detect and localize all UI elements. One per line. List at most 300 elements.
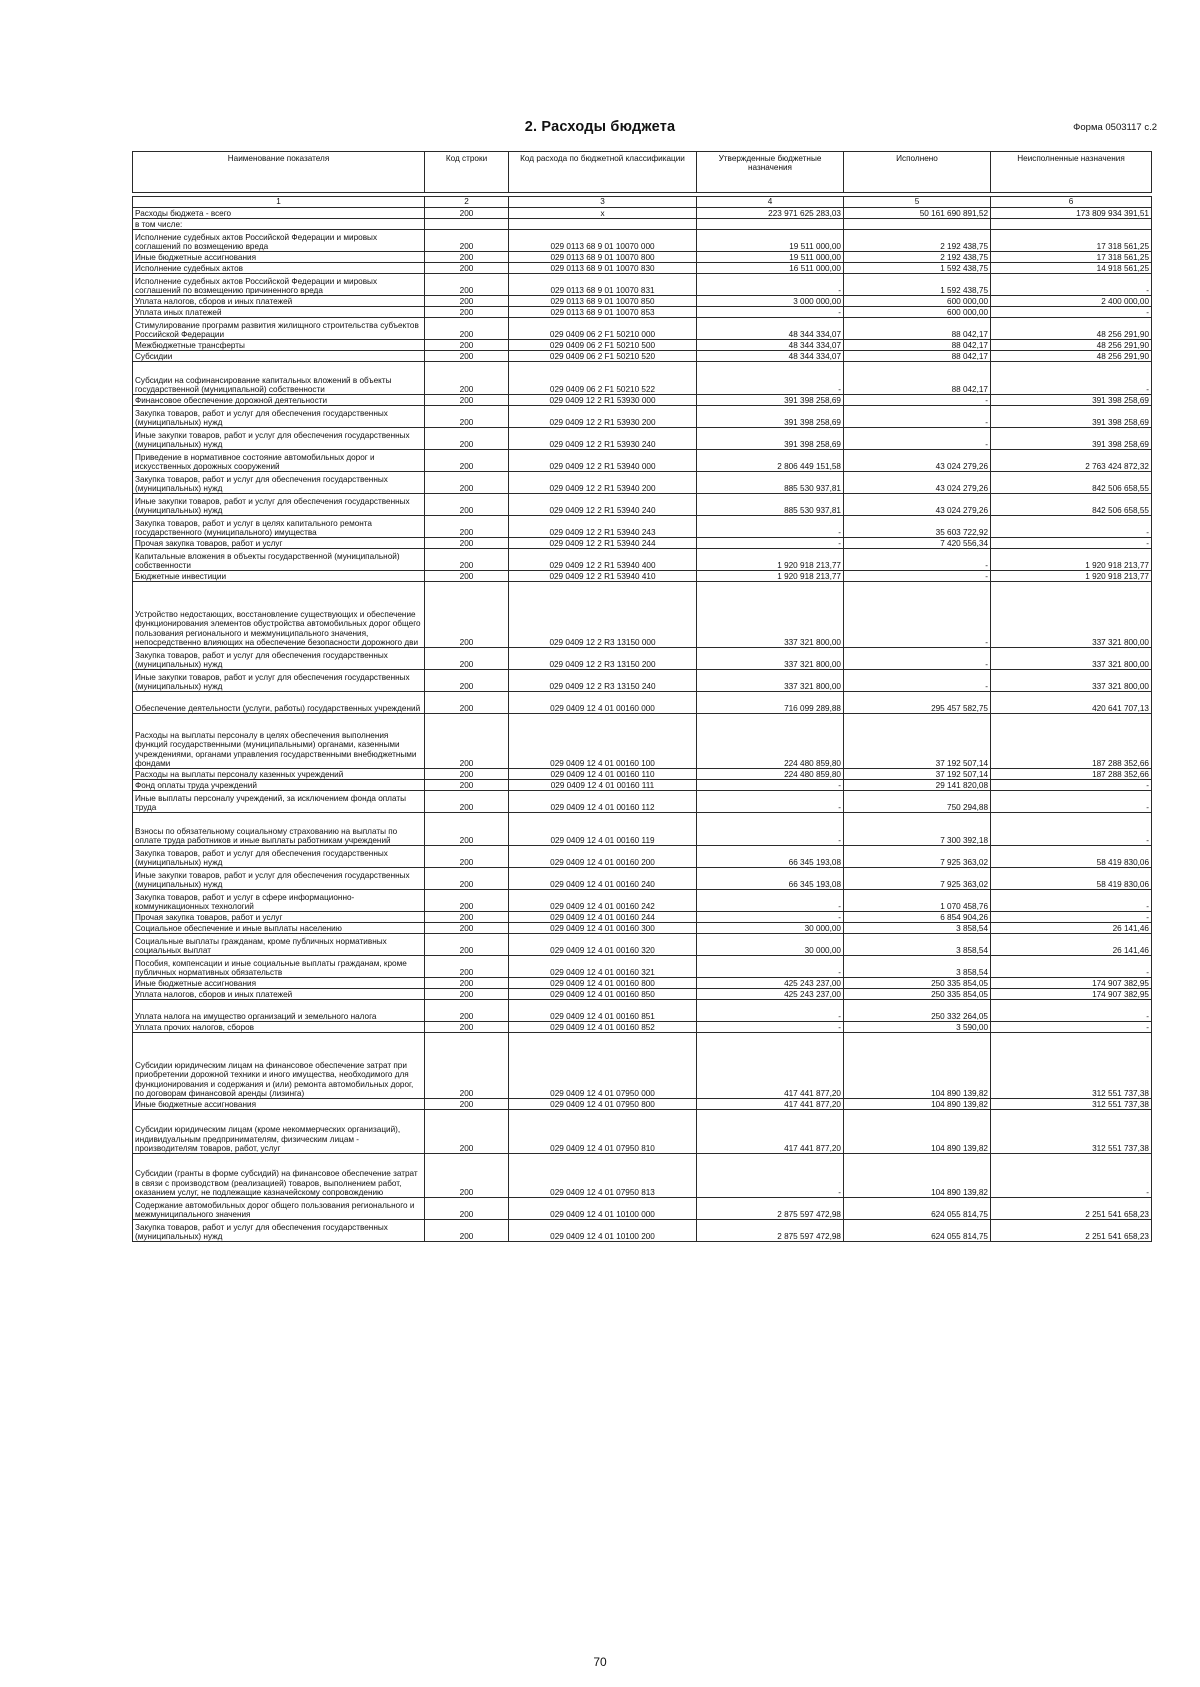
cell-executed: 7 925 363,02: [844, 868, 991, 890]
cell-line: 200: [425, 714, 509, 769]
cell-line: 200: [425, 340, 509, 351]
table-row: [133, 1198, 1152, 1220]
cell-approved: -: [697, 890, 844, 912]
cell-approved: 48 344 334,07: [697, 340, 844, 351]
cell-code: 029 0409 12 4 01 00160 119: [509, 813, 697, 846]
cell-line: 200: [425, 912, 509, 923]
cell-approved: -: [697, 1154, 844, 1198]
cell-executed: -: [844, 582, 991, 648]
cell-line: 200: [425, 648, 509, 670]
cell-unexecuted: -: [991, 516, 1152, 538]
cell-unexecuted: 26 141,46: [991, 923, 1152, 934]
cell-approved: 19 511 000,00: [697, 252, 844, 263]
table-row: [133, 362, 1152, 395]
cell-executed: 7 925 363,02: [844, 846, 991, 868]
cell-unexecuted: 312 551 737,38: [991, 1099, 1152, 1110]
cell-executed: 2 192 438,75: [844, 252, 991, 263]
table-row: [133, 1154, 1152, 1198]
cell-code: 029 0409 12 4 01 00160 242: [509, 890, 697, 912]
cell-unexecuted: 337 321 800,00: [991, 670, 1152, 692]
cell-code: 029 0409 12 2 R1 53930 240: [509, 428, 697, 450]
cell-code: 029 0409 12 2 R3 13150 000: [509, 582, 697, 648]
cell-unexecuted: 842 506 658,55: [991, 494, 1152, 516]
cell-approved: 224 480 859,80: [697, 769, 844, 780]
cell-line: 200: [425, 406, 509, 428]
table-row: [133, 868, 1152, 890]
cell-line: 200: [425, 934, 509, 956]
cell-executed: 35 603 722,92: [844, 516, 991, 538]
cell-executed: 37 192 507,14: [844, 714, 991, 769]
table-row: [133, 1033, 1152, 1099]
cell-unexecuted: 1 920 918 213,77: [991, 549, 1152, 571]
cell-approved: 417 441 877,20: [697, 1033, 844, 1099]
cell-line: 200: [425, 428, 509, 450]
cell-unexecuted: 174 907 382,95: [991, 989, 1152, 1000]
cell-executed: 1 592 438,75: [844, 274, 991, 296]
cell-name: Бюджетные инвестиции: [133, 571, 425, 582]
cell-unexecuted: 58 419 830,06: [991, 868, 1152, 890]
table-row: [133, 538, 1152, 549]
cell-approved: 885 530 937,81: [697, 472, 844, 494]
table-row: [133, 670, 1152, 692]
table-row: [133, 516, 1152, 538]
cell-approved: 417 441 877,20: [697, 1110, 844, 1154]
cell-code: 029 0409 12 2 R1 53940 243: [509, 516, 697, 538]
cell-unexecuted: -: [991, 890, 1152, 912]
cell-approved: -: [697, 956, 844, 978]
cell-code: 029 0409 12 2 R1 53930 000: [509, 395, 697, 406]
cell-line: 200: [425, 362, 509, 395]
cell-approved: 19 511 000,00: [697, 230, 844, 252]
cell-code: 029 0409 12 4 01 00160 111: [509, 780, 697, 791]
cell-line: 200: [425, 978, 509, 989]
cell-code: 029 0409 12 4 01 00160 110: [509, 769, 697, 780]
cell-unexecuted: 337 321 800,00: [991, 648, 1152, 670]
table-row: [133, 340, 1152, 351]
col-number: 2: [425, 197, 509, 208]
cell-name: Закупка товаров, работ и услуг для обеспечения государственных (муниципальных) нужд: [133, 406, 425, 428]
cell-executed: 88 042,17: [844, 318, 991, 340]
cell-executed: 104 890 139,82: [844, 1033, 991, 1099]
cell-executed: 624 055 814,75: [844, 1220, 991, 1242]
cell-executed: 600 000,00: [844, 307, 991, 318]
table-row: [133, 230, 1152, 252]
cell-approved: 337 321 800,00: [697, 670, 844, 692]
cell-approved: -: [697, 791, 844, 813]
cell-line: 200: [425, 692, 509, 714]
cell-unexecuted: 58 419 830,06: [991, 846, 1152, 868]
cell-name: Иные бюджетные ассигнования: [133, 252, 425, 263]
cell-code: 029 0409 12 4 01 00160 100: [509, 714, 697, 769]
cell-name: Прочая закупка товаров, работ и услуг: [133, 538, 425, 549]
cell-executed: 29 141 820,08: [844, 780, 991, 791]
col-number: 3: [509, 197, 697, 208]
cell-approved: 1 920 918 213,77: [697, 571, 844, 582]
cell-unexecuted: 173 809 934 391,51: [991, 208, 1152, 219]
cell-executed: 43 024 279,26: [844, 494, 991, 516]
table-row: [133, 912, 1152, 923]
cell-unexecuted: 17 318 561,25: [991, 252, 1152, 263]
cell-unexecuted: 17 318 561,25: [991, 230, 1152, 252]
cell-line: 200: [425, 450, 509, 472]
col-header-executed: Исполнено: [844, 152, 991, 193]
col-number: 4: [697, 197, 844, 208]
cell-approved: -: [697, 813, 844, 846]
cell-unexecuted: 391 398 258,69: [991, 406, 1152, 428]
cell-name: Закупка товаров, работ и услуг для обеспечения государственных (муниципальных) нужд: [133, 846, 425, 868]
cell-executed: 3 590,00: [844, 1022, 991, 1033]
cell-approved: 66 345 193,08: [697, 868, 844, 890]
cell-name: Прочая закупка товаров, работ и услуг: [133, 912, 425, 923]
cell-name: Исполнение судебных актов Российской Федерации и мировых соглашений по возмещению вреда: [133, 230, 425, 252]
cell-unexecuted: 337 321 800,00: [991, 582, 1152, 648]
cell-approved: 391 398 258,69: [697, 406, 844, 428]
table-row: [133, 318, 1152, 340]
cell-unexecuted: 48 256 291,90: [991, 351, 1152, 362]
cell-unexecuted: 391 398 258,69: [991, 395, 1152, 406]
cell-executed: 88 042,17: [844, 340, 991, 351]
cell-code: 029 0409 06 2 F1 50210 500: [509, 340, 697, 351]
cell-line: 200: [425, 846, 509, 868]
cell-name: Иные закупки товаров, работ и услуг для обеспечения государственных (муниципальных) нужд: [133, 868, 425, 890]
cell-unexecuted: 2 763 424 872,32: [991, 450, 1152, 472]
cell-code: 029 0409 12 2 R3 13150 240: [509, 670, 697, 692]
cell-line: 200: [425, 1022, 509, 1033]
cell-approved: 2 806 449 151,58: [697, 450, 844, 472]
cell-executed: 50 161 690 891,52: [844, 208, 991, 219]
cell-name: Иные закупки товаров, работ и услуг для обеспечения государственных (муниципальных) нужд: [133, 428, 425, 450]
table-row: [133, 208, 1152, 219]
cell-line: 200: [425, 769, 509, 780]
cell-executed: 104 890 139,82: [844, 1154, 991, 1198]
table-header-row: [133, 152, 1152, 193]
cell-code: 029 0409 12 4 01 00160 850: [509, 989, 697, 1000]
cell-approved: 16 511 000,00: [697, 263, 844, 274]
cell-name: Закупка товаров, работ и услуг для обеспечения государственных (муниципальных) нужд: [133, 472, 425, 494]
cell-code: 029 0409 12 2 R1 53930 200: [509, 406, 697, 428]
cell-approved: 48 344 334,07: [697, 351, 844, 362]
cell-line: 200: [425, 549, 509, 571]
cell-approved: 48 344 334,07: [697, 318, 844, 340]
cell-code: 029 0409 12 4 01 00160 320: [509, 934, 697, 956]
cell-executed: 6 854 904,26: [844, 912, 991, 923]
cell-line: 200: [425, 1220, 509, 1242]
expenses-table: [132, 151, 1152, 1242]
table-row: [133, 582, 1152, 648]
cell-unexecuted: -: [991, 956, 1152, 978]
cell-name: Приведение в нормативное состояние автомобильных дорог и искусственных дорожных сооружений: [133, 450, 425, 472]
cell-code: 029 0409 12 4 01 00160 300: [509, 923, 697, 934]
cell-executed: 43 024 279,26: [844, 450, 991, 472]
table-row: [133, 395, 1152, 406]
cell-unexecuted: -: [991, 1154, 1152, 1198]
cell-unexecuted: 312 551 737,38: [991, 1033, 1152, 1099]
cell-approved: 425 243 237,00: [697, 989, 844, 1000]
cell-executed: 104 890 139,82: [844, 1110, 991, 1154]
cell-approved: -: [697, 912, 844, 923]
cell-unexecuted: 2 251 541 658,23: [991, 1198, 1152, 1220]
table-row: [133, 846, 1152, 868]
cell-line: 200: [425, 1110, 509, 1154]
cell-executed: 250 335 854,05: [844, 989, 991, 1000]
col-number: 6: [991, 197, 1152, 208]
cell-approved: -: [697, 362, 844, 395]
cell-approved: 1 920 918 213,77: [697, 549, 844, 571]
cell-code: 029 0409 12 4 01 07950 800: [509, 1099, 697, 1110]
cell-executed: 3 858,54: [844, 923, 991, 934]
table-row: [133, 428, 1152, 450]
cell-name: Закупка товаров, работ и услуг в сфере информационно-коммуникационных технологий: [133, 890, 425, 912]
cell-code: 029 0113 68 9 01 10070 850: [509, 296, 697, 307]
cell-code: 029 0113 68 9 01 10070 831: [509, 274, 697, 296]
cell-line: 200: [425, 571, 509, 582]
cell-line: 200: [425, 494, 509, 516]
cell-executed: -: [844, 648, 991, 670]
cell-unexecuted: 842 506 658,55: [991, 472, 1152, 494]
page-title: 2. Расходы бюджета: [524, 119, 676, 135]
cell-executed: 3 858,54: [844, 934, 991, 956]
cell-line: 200: [425, 538, 509, 549]
table-row: [133, 791, 1152, 813]
col-number: 1: [133, 197, 425, 208]
cell-approved: 716 099 289,88: [697, 692, 844, 714]
cell-executed: 1 592 438,75: [844, 263, 991, 274]
cell-unexecuted: -: [991, 912, 1152, 923]
cell-name: Финансовое обеспечение дорожной деятельности: [133, 395, 425, 406]
cell-name: в том числе:: [133, 219, 425, 230]
cell-executed: 624 055 814,75: [844, 1198, 991, 1220]
cell-line: 200: [425, 230, 509, 252]
cell-name: Уплата налогов, сборов и иных платежей: [133, 296, 425, 307]
cell-code: 029 0409 12 2 R1 53940 200: [509, 472, 697, 494]
cell-unexecuted: -: [991, 362, 1152, 395]
cell-executed: -: [844, 571, 991, 582]
cell-approved: -: [697, 1022, 844, 1033]
cell-line: 200: [425, 791, 509, 813]
cell-line: 200: [425, 516, 509, 538]
cell-executed: 250 332 264,05: [844, 1000, 991, 1022]
cell-line: 200: [425, 813, 509, 846]
cell-unexecuted: 187 288 352,66: [991, 714, 1152, 769]
col-header-approved: Утвержденные бюджетные назначения: [697, 152, 844, 193]
cell-line: 200: [425, 670, 509, 692]
cell-line: 200: [425, 780, 509, 791]
cell-unexecuted: -: [991, 780, 1152, 791]
cell-name: Содержание автомобильных дорог общего пользования регионального и межмуниципального значения: [133, 1198, 425, 1220]
table-row: [133, 472, 1152, 494]
cell-unexecuted: 312 551 737,38: [991, 1110, 1152, 1154]
cell-code: 029 0409 12 2 R1 53940 240: [509, 494, 697, 516]
cell-approved: -: [697, 780, 844, 791]
cell-name: Закупка товаров, работ и услуг для обеспечения государственных (муниципальных) нужд: [133, 648, 425, 670]
cell-executed: -: [844, 395, 991, 406]
cell-code: 029 0409 12 2 R1 53940 410: [509, 571, 697, 582]
table-row: [133, 494, 1152, 516]
cell-executed: 750 294,88: [844, 791, 991, 813]
cell-approved: 223 971 625 283,03: [697, 208, 844, 219]
cell-name: Обеспечение деятельности (услуги, работы) государственных учреждений: [133, 692, 425, 714]
cell-unexecuted: 48 256 291,90: [991, 340, 1152, 351]
cell-approved: 3 000 000,00: [697, 296, 844, 307]
cell-unexecuted: 2 400 000,00: [991, 296, 1152, 307]
cell-approved: -: [697, 274, 844, 296]
table-row: [133, 263, 1152, 274]
cell-line: 200: [425, 1154, 509, 1198]
table-row: [133, 406, 1152, 428]
cell-approved: [697, 219, 844, 230]
cell-line: 200: [425, 274, 509, 296]
cell-name: Закупка товаров, работ и услуг для обеспечения государственных (муниципальных) нужд: [133, 1220, 425, 1242]
cell-approved: -: [697, 538, 844, 549]
cell-executed: 2 192 438,75: [844, 230, 991, 252]
cell-executed: -: [844, 670, 991, 692]
cell-code: 029 0113 68 9 01 10070 000: [509, 230, 697, 252]
cell-name: Стимулирование программ развития жилищного строительства субъектов Российской Федерации: [133, 318, 425, 340]
table-row: [133, 890, 1152, 912]
cell-name: Социальное обеспечение и иные выплаты населению: [133, 923, 425, 934]
cell-line: [425, 219, 509, 230]
cell-code: 029 0409 12 4 01 00160 851: [509, 1000, 697, 1022]
cell-code: 029 0409 06 2 F1 50210 520: [509, 351, 697, 362]
cell-code: 029 0409 12 2 R1 53940 244: [509, 538, 697, 549]
cell-name: Уплата прочих налогов, сборов: [133, 1022, 425, 1033]
cell-executed: 37 192 507,14: [844, 769, 991, 780]
cell-name: Социальные выплаты гражданам, кроме публичных нормативных социальных выплат: [133, 934, 425, 956]
cell-code: 029 0409 12 4 01 00160 244: [509, 912, 697, 923]
cell-name: Уплата налогов, сборов и иных платежей: [133, 989, 425, 1000]
table-row: [133, 296, 1152, 307]
table-row: [133, 780, 1152, 791]
cell-name: Взносы по обязательному социальному страхованию на выплаты по оплате труда работников и иные выплаты работникам учреждений: [133, 813, 425, 846]
cell-line: 200: [425, 989, 509, 1000]
cell-unexecuted: 174 907 382,95: [991, 978, 1152, 989]
cell-code: 029 0113 68 9 01 10070 800: [509, 252, 697, 263]
cell-name: Субсидии юридическим лицам (кроме некоммерческих организаций), индивидуальным предпринимателям, физическим лицам - производителям товаров, работ, услуг: [133, 1110, 425, 1154]
cell-code: 029 0113 68 9 01 10070 853: [509, 307, 697, 318]
table-row: [133, 274, 1152, 296]
table-row: [133, 989, 1152, 1000]
cell-name: Иные закупки товаров, работ и услуг для обеспечения государственных (муниципальных) нужд: [133, 670, 425, 692]
cell-name: Межбюджетные трансферты: [133, 340, 425, 351]
cell-approved: 30 000,00: [697, 923, 844, 934]
table-row: [133, 956, 1152, 978]
cell-line: 200: [425, 395, 509, 406]
cell-name: Капитальные вложения в объекты государственной (муниципальной) собственности: [133, 549, 425, 571]
cell-unexecuted: 48 256 291,90: [991, 318, 1152, 340]
cell-executed: -: [844, 549, 991, 571]
table-row: [133, 769, 1152, 780]
cell-unexecuted: -: [991, 1000, 1152, 1022]
cell-code: 029 0409 12 4 01 00160 112: [509, 791, 697, 813]
cell-approved: 337 321 800,00: [697, 582, 844, 648]
cell-name: Фонд оплаты труда учреждений: [133, 780, 425, 791]
col-number: 5: [844, 197, 991, 208]
cell-line: 200: [425, 307, 509, 318]
cell-name: Субсидии (гранты в форме субсидий) на финансовое обеспечение затрат в связи с производством (реализацией) товаров, выполнением работ, оказанием услуг, не подлежащие казначейскому сопровождению: [133, 1154, 425, 1198]
table-row: [133, 934, 1152, 956]
cell-executed: [844, 219, 991, 230]
cell-name: Исполнение судебных актов: [133, 263, 425, 274]
cell-code: 029 0409 12 4 01 10100 200: [509, 1220, 697, 1242]
table-row: [133, 648, 1152, 670]
table-row: [133, 571, 1152, 582]
cell-code: 029 0409 12 2 R1 53940 400: [509, 549, 697, 571]
cell-name: Субсидии на софинансирование капитальных вложений в объекты государственной (муниципальной) собственности: [133, 362, 425, 395]
cell-executed: 250 335 854,05: [844, 978, 991, 989]
cell-executed: 43 024 279,26: [844, 472, 991, 494]
col-header-line: Код строки: [425, 152, 509, 193]
table-row: [133, 692, 1152, 714]
cell-executed: -: [844, 406, 991, 428]
cell-approved: 337 321 800,00: [697, 648, 844, 670]
table-row: [133, 1000, 1152, 1022]
cell-unexecuted: [991, 219, 1152, 230]
cell-line: 200: [425, 208, 509, 219]
cell-approved: -: [697, 1000, 844, 1022]
table-row: [133, 1022, 1152, 1033]
cell-executed: 88 042,17: [844, 362, 991, 395]
page-number: 70: [593, 1655, 607, 1669]
cell-executed: 104 890 139,82: [844, 1099, 991, 1110]
cell-code: 029 0409 12 4 01 00160 240: [509, 868, 697, 890]
cell-line: 200: [425, 296, 509, 307]
table-row: [133, 714, 1152, 769]
cell-name: Устройство недостающих, восстановление существующих и обеспечение функционирования элементов обустройства автомобильных дорог общего пользования регионального и межмуниципального значения, непосредственно влияющих на обеспечение безопасности дорожного дви: [133, 582, 425, 648]
table-row: [133, 1220, 1152, 1242]
col-header-code: Код расхода по бюджетной классификации: [509, 152, 697, 193]
cell-unexecuted: 26 141,46: [991, 934, 1152, 956]
cell-executed: 7 300 392,18: [844, 813, 991, 846]
cell-unexecuted: -: [991, 813, 1152, 846]
cell-code: [509, 219, 697, 230]
cell-line: 200: [425, 1198, 509, 1220]
table-row: [133, 351, 1152, 362]
cell-line: 200: [425, 923, 509, 934]
cell-name: Пособия, компенсации и иные социальные выплаты гражданам, кроме публичных нормативных обязательств: [133, 956, 425, 978]
col-header-name: Наименование показателя: [133, 152, 425, 193]
cell-unexecuted: 14 918 561,25: [991, 263, 1152, 274]
cell-code: 029 0409 06 2 F1 50210 522: [509, 362, 697, 395]
cell-line: 200: [425, 263, 509, 274]
cell-unexecuted: 420 641 707,13: [991, 692, 1152, 714]
cell-unexecuted: 391 398 258,69: [991, 428, 1152, 450]
cell-code: 029 0409 12 4 01 10100 000: [509, 1198, 697, 1220]
cell-line: 200: [425, 868, 509, 890]
form-code: Форма 0503117 с.2: [1073, 122, 1157, 133]
cell-executed: 1 070 458,76: [844, 890, 991, 912]
cell-executed: 3 858,54: [844, 956, 991, 978]
cell-name: Субсидии: [133, 351, 425, 362]
cell-code: 029 0409 12 4 01 00160 321: [509, 956, 697, 978]
cell-approved: 2 875 597 472,98: [697, 1220, 844, 1242]
cell-code: 029 0409 12 4 01 00160 000: [509, 692, 697, 714]
column-number-row: [133, 197, 1152, 208]
cell-executed: 600 000,00: [844, 296, 991, 307]
cell-line: 200: [425, 956, 509, 978]
cell-unexecuted: -: [991, 1022, 1152, 1033]
cell-code: 029 0409 12 2 R3 13150 200: [509, 648, 697, 670]
table-row: [133, 1099, 1152, 1110]
cell-name: Закупка товаров, работ и услуг в целях капитального ремонта государственного (муниципального) имущества: [133, 516, 425, 538]
cell-approved: 66 345 193,08: [697, 846, 844, 868]
cell-executed: 7 420 556,34: [844, 538, 991, 549]
cell-code: 029 0409 12 4 01 00160 200: [509, 846, 697, 868]
table-row: [133, 549, 1152, 571]
cell-approved: 224 480 859,80: [697, 714, 844, 769]
table-row: [133, 978, 1152, 989]
table-row: [133, 923, 1152, 934]
cell-name: Расходы на выплаты персоналу в целях обеспечения выполнения функций государственными (муниципальными) органами, казенными учреждениями, органами управления государственными внебюджетными фондами: [133, 714, 425, 769]
